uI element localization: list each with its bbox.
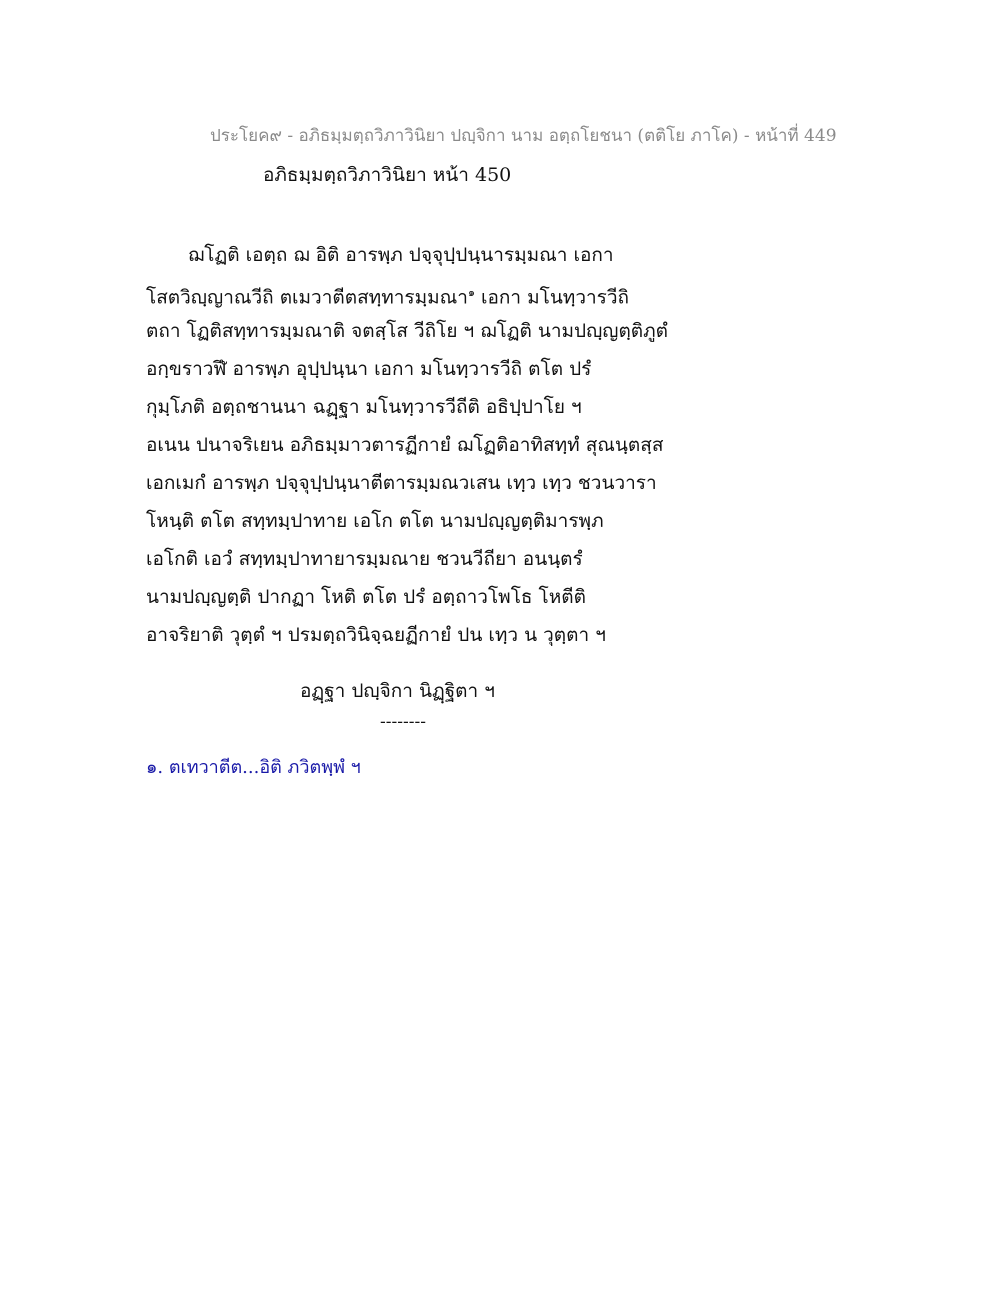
body-line: อกฺขราวฬึ อารพฺภ อุปฺปนฺนา เอกา มโนทฺวารวีถิ ตโต ปรํ xyxy=(146,358,592,380)
body-line: ฌโฏติ เอตฺถ ฌ อิติ อารพฺภ ปจฺจุปฺปนฺนารมฺมณา เอกา xyxy=(188,244,614,266)
body-line: ตถา โฏติสทฺทารมฺมณาติ จตสฺโส วีถิโย ฯ ฌโฏติ นามปญฺญตฺติภูตํ xyxy=(146,320,668,342)
closing-line: อฏฺฐา ปญฺจิกา นิฏฺฐิตา ฯ xyxy=(300,680,495,702)
body-line: เอกเมกํ อารพฺภ ปจฺจุปฺปนฺนาตีตารมฺมณวเสน เทฺว เทฺว ชวนวารา xyxy=(146,472,657,494)
footnote-marker: ๑ xyxy=(467,286,475,299)
body-line xyxy=(146,274,706,312)
body-text xyxy=(146,236,706,654)
body-line: กุมฺโภติ อตฺถชานนา ฉฏฺฐา มโนทฺวารวีถีติ อธิปฺปาโย ฯ xyxy=(146,396,582,418)
body-line: โหนฺติ ตโต สทฺทมฺปาทาย เอโก ตโต นามปญฺญตฺติมารพฺภ xyxy=(146,510,604,532)
body-line: นามปญฺญตฺติ ปากฏา โหติ ตโต ปรํ อตฺถาวโพโธ โหตีติ xyxy=(146,586,586,608)
footnote: ๑. ตเทวาตีต...อิติ ภวิตพฺพํ ฯ xyxy=(146,757,361,778)
body-line-text: โสตวิญฺญาณวีถิ ตเมวาตีตสทฺทารมฺมณา xyxy=(146,286,468,309)
body-line: อเนน ปนาจริเยน อภิธมฺมาวตารฏีกายํ ฌโฏติอาทิสทฺทํ สุณนฺตสฺส xyxy=(146,434,664,456)
running-header: ประโยค๙ - อภิธมฺมตฺถวิภาวินิยา ปญฺจิกา นาม อตฺถโยชนา (ตติโย ภาโค) - หน้าที่ 449 xyxy=(210,126,837,146)
body-line: อาจริยาติ วุตฺตํ ฯ ปรมตฺถวินิจฺฉยฏีกายํ ปน เทฺว น วุตฺตา ฯ xyxy=(146,624,606,646)
body-line-tail: เอกา มโนทฺวารวีถิ xyxy=(480,286,630,309)
section-divider: -------- xyxy=(380,712,426,732)
page-heading: อภิธมฺมตฺถวิภาวินิยา หน้า 450 xyxy=(263,164,512,186)
body-line: เอโกติ เอวํ สทฺทมฺปาทายารมฺมณาย ชวนวีถียา อนนฺตรํ xyxy=(146,548,583,570)
